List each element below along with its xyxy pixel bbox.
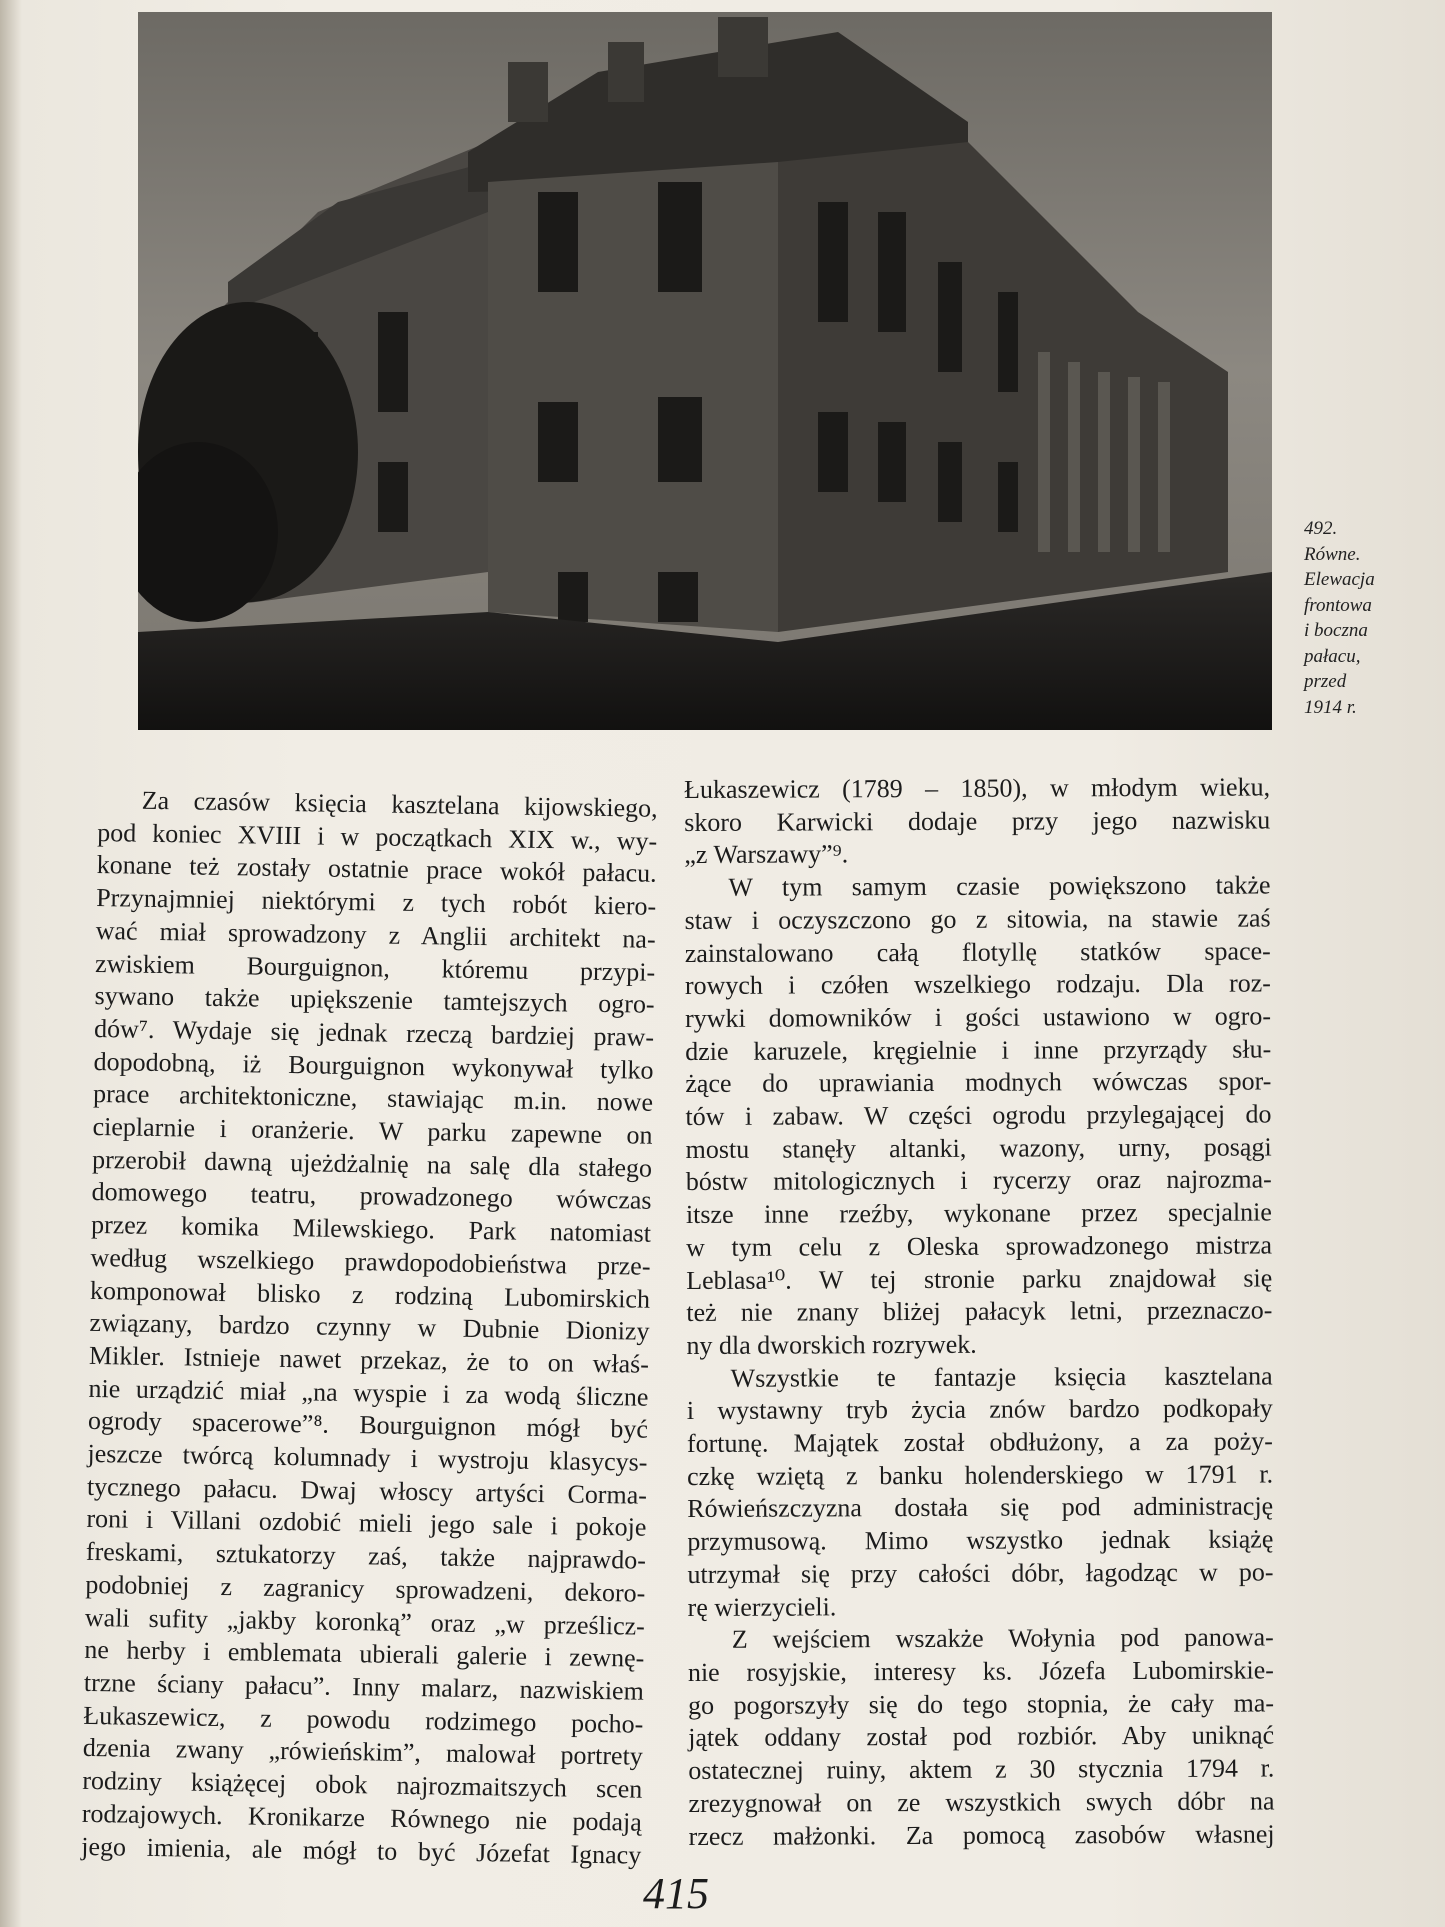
text-line: jeszcze twórcą kolumnady i wystroju klasycys-	[87, 1438, 648, 1477]
text-line: „z Warszawy”⁹.	[684, 839, 849, 870]
text-line: czkę wziętą z banku holenderskiego w 1791 r.	[687, 1459, 1274, 1491]
text-line: rywki domowników i gości ustawiono w ogro-	[685, 1001, 1272, 1033]
text-line: sywano także upiększenie tamtejszych ogro-	[94, 981, 655, 1019]
text-line: i wystawny tryb życia znów bardzo podkopały	[686, 1393, 1273, 1426]
text-line: ostatecznej ruiny, aktem z 30 stycznia 1794 r.	[688, 1753, 1275, 1786]
text-line: nie rosyjskie, interesy ks. Józefa Lubomirskie-	[687, 1655, 1274, 1687]
text-line: dzie karuzele, kręgielnie i inne przyrządy słu-	[685, 1034, 1272, 1066]
caption-line: 1914 r.	[1304, 696, 1357, 718]
text-line: staw i oczyszczono go z sitowia, na stawie zaś	[684, 903, 1271, 935]
text-line: utrzymał się przy całości dóbr, łagodząc w po-	[687, 1557, 1274, 1589]
text-line: ne herby i emblemata ubierali galerie i zewnę-	[84, 1635, 645, 1673]
figure-caption	[1304, 516, 1434, 720]
text-line: rowych i czółen wszelkiego rodzaju. Dla roz-	[684, 968, 1271, 1001]
text-line: konane też zostały ostatnie prace wokół pałacu.	[96, 850, 657, 889]
text-line: Z wejściem wszakże Wołynia pod panowa-	[731, 1622, 1274, 1655]
text-line: przez komika Milewskiego. Park natomiast	[90, 1210, 652, 1248]
text-line: ny dla dworskich rozrywek.	[686, 1329, 977, 1360]
text-line: Rówieńszczyzna dostała się pod administrację	[687, 1491, 1274, 1524]
text-line: pod koniec XVIII i w początkach XIX w., wy-	[97, 817, 658, 856]
text-line: Leblasa¹⁰. W tej stronie parku znajdował się	[686, 1262, 1273, 1295]
text-line: związany, bardzo czynny w Dubnie Dionizy	[89, 1308, 650, 1346]
text-line: przymusową. Mimo wszystko jednak książę	[687, 1524, 1274, 1557]
text-line: nie urządzić miał „na wyspie i za wodą śliczne	[88, 1373, 649, 1412]
text-line: ogrody spacerowe”⁸. Bourguignon mógł być	[87, 1406, 649, 1445]
text-line: Wszystkie te fantazje księcia kasztelana	[730, 1361, 1273, 1393]
text-line: w tym celu z Oleska sprowadzonego mistrza	[686, 1230, 1273, 1262]
text-line: też nie znany bliżej pałacyk letni, przeznaczo-	[686, 1295, 1273, 1328]
text-line: żące do uprawiania modnych wówczas spor-	[685, 1066, 1272, 1099]
text-line: itsze inne rzeźby, wykonane przez specjalnie	[685, 1197, 1272, 1230]
text-line: Przynajmniej niektórymi z tych robót kiero-	[95, 883, 657, 921]
page-number: 415	[643, 1869, 709, 1918]
text-line: Łukaszewicz, z powodu rodzimego pocho-	[83, 1700, 644, 1739]
text-line: bóstw mitologicznych i rycerzy oraz najrozma-	[685, 1164, 1272, 1197]
text-line: rę wierzycieli.	[687, 1591, 837, 1622]
text-line: domowego teatru, prowadzonego wówczas	[91, 1177, 652, 1216]
right-text-column	[684, 771, 1275, 1853]
caption-line: pałacu,	[1304, 645, 1361, 667]
text-line: fortunę. Majątek został obdłużony, a za poży-	[686, 1426, 1273, 1459]
caption-line: frontowa	[1304, 594, 1372, 616]
palace-illustration	[138, 12, 1272, 730]
caption-lines	[1304, 542, 1434, 721]
text-line: dów⁷. Wydaje się jednak rzeczą bardziej praw-	[93, 1013, 655, 1052]
palace-photograph	[138, 12, 1272, 730]
text-line: Mikler. Istnieje nawet przekaz, że to on właś-	[88, 1340, 650, 1379]
text-line: jątek oddany został pod rozbiór. Aby uniknąć	[688, 1720, 1275, 1753]
text-line: wać miał sprowadzony z Anglii architekt na-	[95, 915, 656, 954]
text-line: Za czasów księcia kasztelana kijowskiego,	[141, 785, 658, 823]
text-line: tów i zabaw. W części ogrodu przylegającej do	[685, 1099, 1272, 1132]
text-line: rzecz małżonki. Za pomocą zasobów własnej	[688, 1818, 1275, 1851]
text-line: zainstalowano całą flotyllę statków space-	[684, 935, 1271, 968]
text-line: przerobił dawną ujeżdżalnię na salę dla stałego	[91, 1144, 653, 1183]
text-line: według wszelkiego prawdopodobieństwa prze-	[90, 1242, 651, 1281]
text-line: podobniej z zagranicy sprowadzeni, dekoro-	[85, 1569, 646, 1608]
text-line: dopodobną, iż Bourguignon wykonywał tylko	[93, 1046, 654, 1085]
caption-line: przed	[1304, 671, 1347, 692]
figure-number: 492.	[1304, 518, 1338, 539]
text-line: wali sufity „jakby koronką” oraz „w prześlicz-	[84, 1602, 646, 1641]
text-line: skoro Karwicki dodaje przy jego nazwisku	[684, 805, 1271, 837]
text-line: W tym samym czasie powiększono także	[728, 870, 1271, 902]
left-text-column	[81, 784, 658, 1872]
text-line: komponował blisko z rodziną Lubomirskich	[89, 1275, 651, 1314]
text-line: rodziny książęcej obok najrozmaitszych scen	[82, 1765, 643, 1804]
caption-line: Elewacja	[1304, 569, 1375, 590]
text-line: dzenia zwany „rówieńskim”, malował portrety	[82, 1733, 644, 1772]
text-line: mostu stanęły altanki, wazony, urny, posągi	[685, 1132, 1272, 1164]
caption-line: Równe.	[1304, 543, 1361, 565]
caption-line: i boczna	[1304, 620, 1368, 641]
text-line: Łukaszewicz (1789 – 1850), w młodym wieku,	[684, 772, 1271, 804]
text-line: roni i Villani ozdobić mieli jego sale i pokoje	[86, 1504, 647, 1543]
text-line: zwiskiem Bourguignon, któremu przypi-	[94, 948, 656, 987]
text-line: rodzajowych. Kronikarze Równego nie podają	[81, 1798, 642, 1837]
text-line: jego imienia, ale mógł to być Józefat Ignacy	[81, 1831, 642, 1870]
text-line: cieplarnie i oranżerie. W parku zapewne on	[92, 1111, 653, 1150]
text-line: trzne ściany pałacu”. Inny malarz, nazwiskiem	[83, 1667, 645, 1706]
text-line: go pogorszyły się do tego stopnia, że cały ma-	[687, 1688, 1275, 1720]
text-line: prace architektoniczne, stawiając m.in. nowe	[92, 1079, 654, 1118]
text-line: freskami, sztukatorzy zaś, także najprawdo-	[85, 1537, 647, 1575]
text-line: zrezygnował on ze wszystkich swych dóbr na	[688, 1786, 1275, 1818]
text-line: tycznego pałacu. Dwaj włoscy artyści Corma-	[86, 1471, 648, 1510]
